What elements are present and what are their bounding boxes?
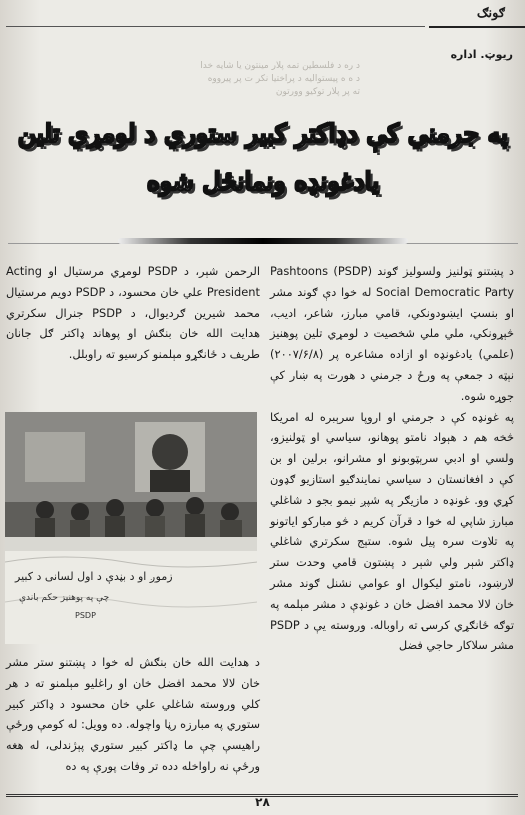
bleed-line: د ه ه پیستوالیه د پراختيا نكر ت پر پیرووه [207,74,360,84]
bleed-line: ته پر پلار توکیو وورتون [275,87,360,97]
article-title [14,110,512,206]
banner-text-line3: PSDP [75,611,96,620]
bleed-through-text [120,60,360,99]
bleed-line: د ره د فلسطین تمه پلار مینتون یا شایه خدا [200,61,360,71]
paragraph: په غونډه کې د جرمني او اروپا سرېبره له امريکا څخه هم د هېواد نامتو پوهانو، سياسي او ټولنيزو، ولسي او ادبي سرېټوبونو او مشرانو، برلين او بن کې د افغانستان د سياسي نمايندګيو استازيو ګډون کړي وو. غونډه د مازيګر په شپږ نيمو بجو د شاغلي مبارز شاپي له خوا د قرآن کريم د څو مبارکو اياتونو په تلاوت سره پيل شوه. ستېج سکرتري شاغلي ډاکتر شېر ولي شېر د پښتون قامي وحدت ستر لارښود، نامتو ليکوال او عوامي نشنل ګوند مشر خان لالا محمد افضل خان د غونډې د مشر مېلمه په توګه ځانګړي کرسۍ ته راوباله. وروسته يې د PSDP مشر سلاکار حاجي فضل [270,409,514,653]
event-photo-illustration [5,412,257,644]
title-line-2: یادغونډه ونمانځل شوه [146,167,380,196]
right-column [270,261,514,656]
header-rule [6,26,425,27]
title-divider [118,238,408,244]
section-label: ګونګ [476,6,505,21]
left-column-bottom [6,652,260,777]
byline: ريوټ. اداره [450,48,513,61]
section-tab [429,4,525,28]
title-line-1: په جرمني کې دډاکتر کبير ستوري د لومړي تلين [17,119,509,148]
paragraph: د هدايت الله خان بنګش له خوا د پښتنو ستر مشر خان لالا محمد افضل خان او راغلیو مېلمنو ته د هر کلي وروسته شاغلي علي خان محسود د ډاکتر کبير ستوري په مبارزه رڼا واچوله. ده وويل: له کومې ورځې راهيسې چې ما ډاکتر کبير ستوري پېژندلی، له هغه ورځې نه راواخله دده تر وفات پورې په ده [6,655,260,773]
left-column-top [6,261,260,365]
banner-text-line1: زموږ او د بڼدې د اول لسانی د کبیر [15,570,173,583]
paragraph: الرحمن شېر، د PSDP لومړي مرستيال او Acting President علي خان محسود، د PSDP دويم مرستيال محمد شيرين ګرديوال، د PSDP جنرال سکرتري هدايت الله خان بنګش او پوهاند ډاکتر ګل جانان طريف د ځانګړو مېلمنو کرسيو ته راوبلل. [6,264,261,362]
paragraph: د پښتنو ټولنيز ولسولیز ګوند (PSDP) Pashtoons Social Democratic Party له خوا دې ګوند مشر او بنسټ ايښودونکي، قامي مبارز، شاعر، اديب، څېړونکي، ملي ملي شخصيت د لومړي تلين پوهنيز (علمي) يادغونډه او ازاده مشاعره پر (۲۰۰۷/۶/۸) نېټه د جمعې په ورځ د جرمني د هورت په ښار کې جوړه شوه. [270,264,514,403]
page-number: ۲۸ [255,795,270,809]
banner-text-line2: چې په پوهنيز حکم باندې [19,593,110,603]
event-photo [5,412,257,644]
